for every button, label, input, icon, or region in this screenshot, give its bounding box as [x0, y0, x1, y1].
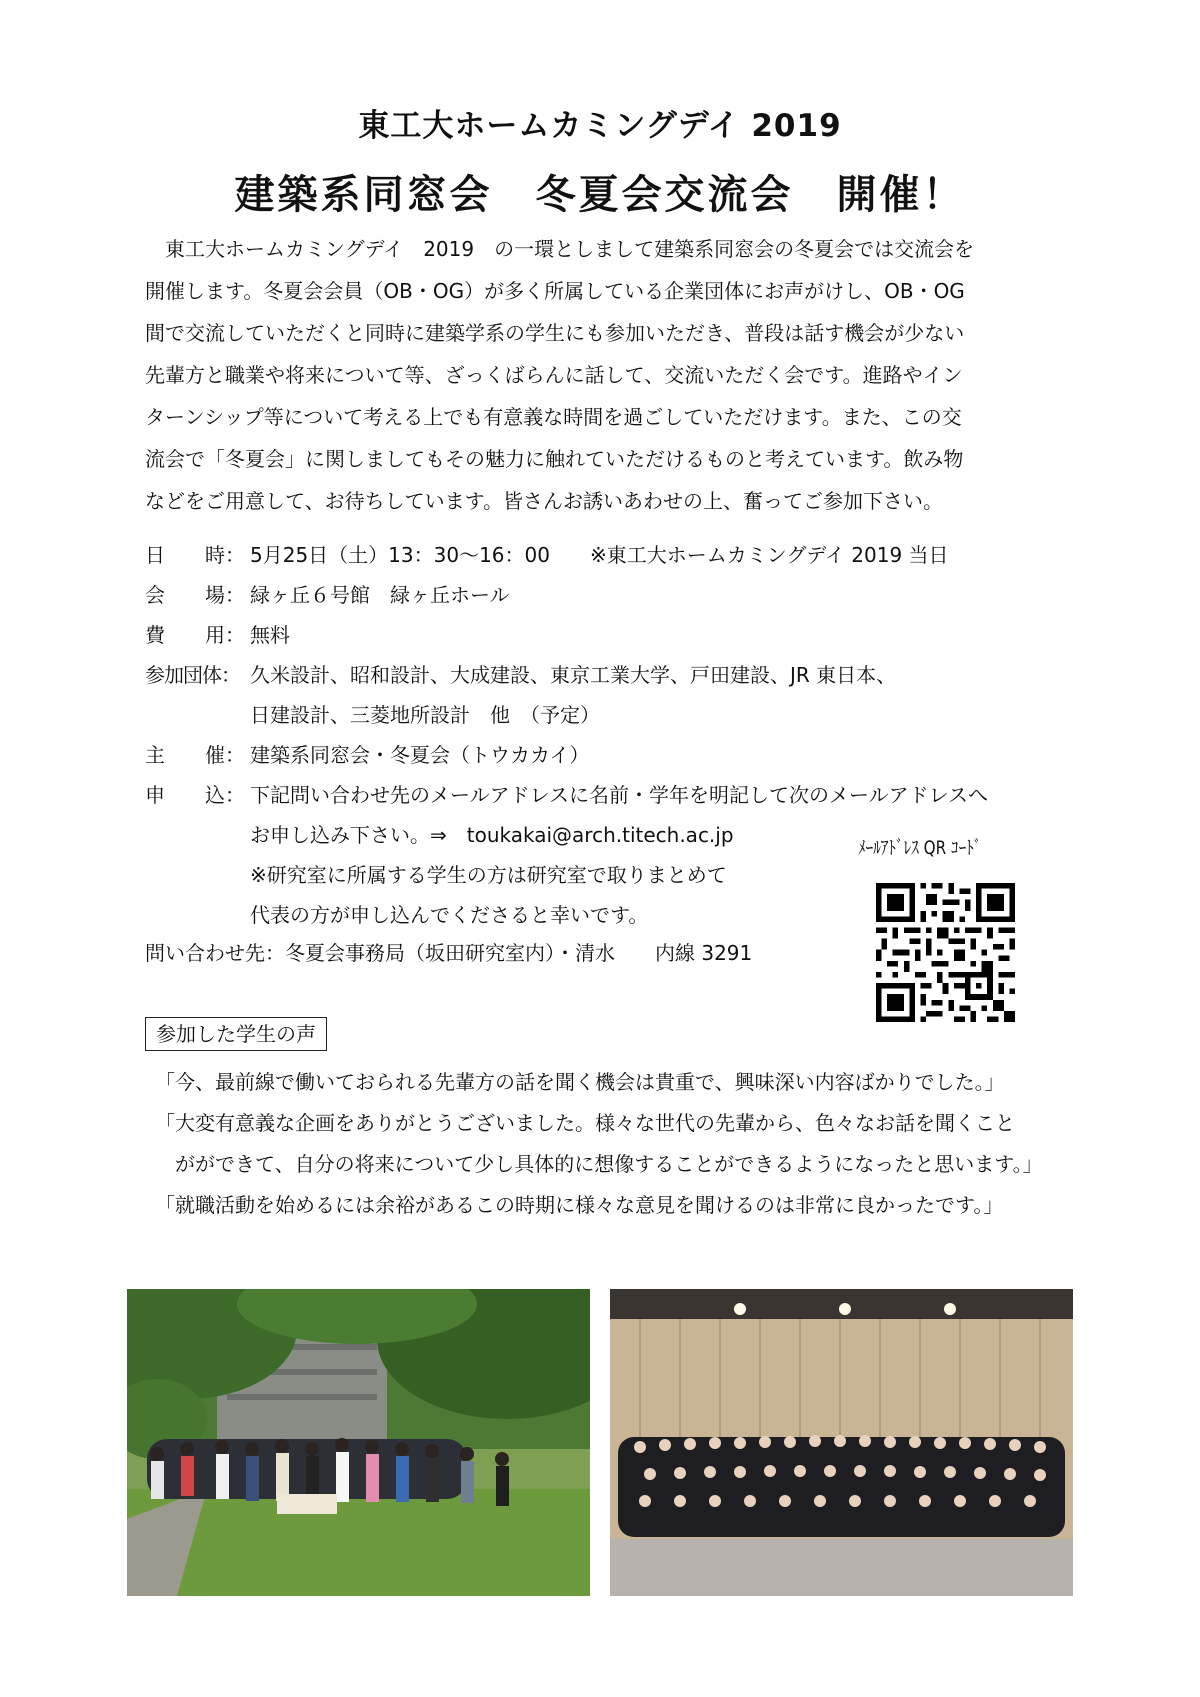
quote-line: がができて、自分の将来について少し具体的に想像することができるようになったと思います。」 — [155, 1152, 1043, 1176]
intro-line: 東工大ホームカミングデイ 2019 の一環としまして建築系同窓会の冬夏会では交流会を — [145, 237, 975, 261]
quote-line: 「大変有意義な企画をありがとうございました。様々な世代の先輩から、色々なお話を聞くこと — [155, 1111, 1015, 1135]
groups-row-2 — [250, 700, 600, 730]
date-row — [145, 540, 949, 570]
qr-label: ﾒｰﾙｱﾄﾞﾚｽ QR ｺｰﾄﾞ — [858, 837, 982, 859]
apply-row-3 — [250, 860, 727, 890]
apply-row-4 — [250, 900, 648, 930]
apply-value: 下記問い合わせ先のメールアドレスに名前・学年を明記して次のメールアドレスへ — [250, 783, 988, 807]
intro-line: 開催します。冬夏会会員（OB・OG）が多く所属している企業団体にお声がけし、OB・OG — [145, 279, 965, 303]
page-subtitle: 建築系同窓会 冬夏会交流会 開催！ — [234, 172, 966, 218]
qr-code-image[interactable] — [876, 883, 1015, 1022]
fee-value: 無料 — [250, 623, 290, 647]
page-title: 東工大ホームカミングデイ 2019 — [358, 108, 842, 144]
group-photo-image — [610, 1289, 1073, 1596]
venue-value: 緑ヶ丘６号館 緑ヶ丘ホール — [250, 583, 510, 607]
host-row — [145, 740, 589, 770]
groups-row — [145, 660, 896, 690]
intro-paragraph — [145, 228, 1075, 522]
host-value: 建築系同窓会・冬夏会（トウカカイ） — [250, 743, 590, 767]
groups-label: 参加団体： — [145, 663, 240, 687]
voices-heading: 参加した学生の声 — [145, 1017, 327, 1051]
qr-code-icon — [876, 883, 1015, 1022]
apply-row-2 — [250, 820, 734, 850]
apply-note-2: 代表の方が申し込んでくださると幸いです。 — [250, 903, 649, 927]
apply-email-line[interactable]: お申し込み下さい。⇒ toukakai@arch.titech.ac.jp — [250, 823, 734, 847]
date-label: 日 時： — [145, 543, 245, 567]
intro-line: 間で交流していただくと同時に建築学系の学生にも参加いただき、普段は話す機会が少ない — [145, 321, 965, 345]
groups-value-2: 日建設計、三菱地所設計 他 （予定） — [250, 703, 600, 727]
intro-line: 先輩方と職業や将来について等、ざっくばらんに話して、交流いただく会です。進路やイン — [145, 363, 963, 387]
student-quotes — [155, 1062, 1043, 1226]
contact-value: 問い合わせ先：冬夏会事務局（坂田研究室内）・清水 内線 3291 — [145, 941, 753, 965]
host-label: 主 催： — [145, 743, 245, 767]
outdoor-gathering-image — [127, 1289, 590, 1596]
contact-row — [145, 938, 752, 968]
intro-line: 流会で「冬夏会」に関しましてもその魅力に触れていただけるものと考えています。飲み物 — [145, 447, 964, 471]
apply-label: 申 込： — [145, 783, 245, 807]
fee-label: 費 用： — [145, 623, 245, 647]
apply-note: ※研究室に所属する学生の方は研究室で取りまとめて — [250, 863, 727, 887]
venue-row — [145, 580, 510, 610]
venue-label: 会 場： — [145, 583, 245, 607]
intro-line: ターンシップ等について考える上でも有意義な時間を過ごしていただけます。また、この交 — [145, 405, 962, 429]
quote-line: 「就職活動を始めるには余裕があるこの時期に様々な意見を聞けるのは非常に良かったです。」 — [155, 1193, 1004, 1217]
apply-row — [145, 780, 988, 810]
fee-row — [145, 620, 290, 650]
intro-line: などをご用意して、お待ちしています。皆さんお誘いあわせの上、奮ってご参加下さい。 — [145, 489, 943, 513]
outdoor-photo — [127, 1289, 590, 1596]
quote-line: 「今、最前線で働いておられる先輩方の話を聞く機会は貴重で、興味深い内容ばかりでした。」 — [155, 1070, 1005, 1094]
groups-value: 久米設計、昭和設計、大成建設、東京工業大学、戸田建設、JR 東日本、 — [250, 663, 897, 687]
group-photo — [610, 1289, 1073, 1596]
date-value: 5月25日（土）13：30～16：00 ※東工大ホームカミングデイ 2019 当日 — [250, 543, 949, 567]
